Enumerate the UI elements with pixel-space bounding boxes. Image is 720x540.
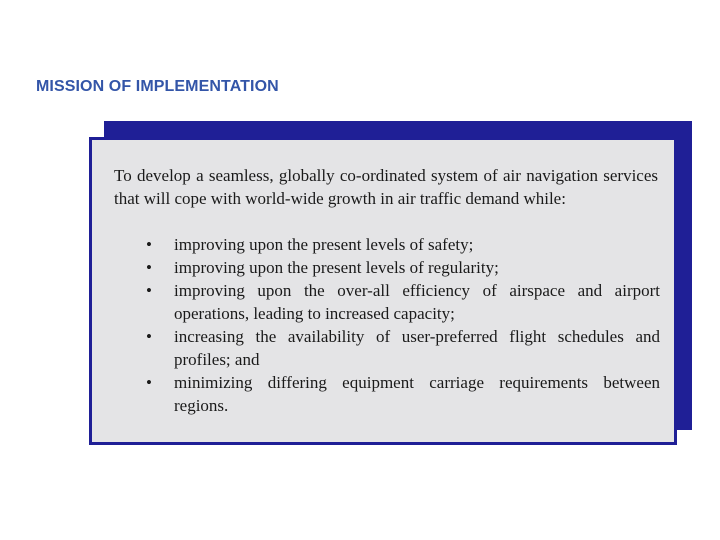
bullet-icon: •	[146, 258, 152, 277]
list-item	[114, 256, 660, 279]
list-item-text: improving upon the present levels of safety;	[174, 235, 474, 254]
list-item	[114, 233, 660, 256]
bullet-icon: •	[146, 235, 152, 254]
list-item	[114, 325, 660, 371]
list-item-text: improving upon the over-all efficiency of airspace and airport operations, leading to increased capacity;	[174, 281, 660, 323]
bullet-icon: •	[146, 327, 152, 346]
list-item-text: minimizing differing equipment carriage requirements between regions.	[174, 373, 660, 415]
mission-text-panel	[89, 137, 677, 445]
list-item	[114, 279, 660, 325]
mission-intro-text: To develop a seamless, globally co-ordinated system of air navigation services that will cope with world-wide growth in air traffic demand while:	[114, 166, 658, 208]
bullet-icon: •	[146, 281, 152, 300]
bullet-icon: •	[146, 373, 152, 392]
list-item	[114, 371, 660, 417]
list-item-text: increasing the availability of user-preferred flight schedules and profiles; and	[174, 327, 660, 369]
list-item-text: improving upon the present levels of regularity;	[174, 258, 499, 277]
mission-bullet-list	[114, 233, 660, 417]
slide-title: MISSION OF IMPLEMENTATION	[36, 78, 279, 95]
